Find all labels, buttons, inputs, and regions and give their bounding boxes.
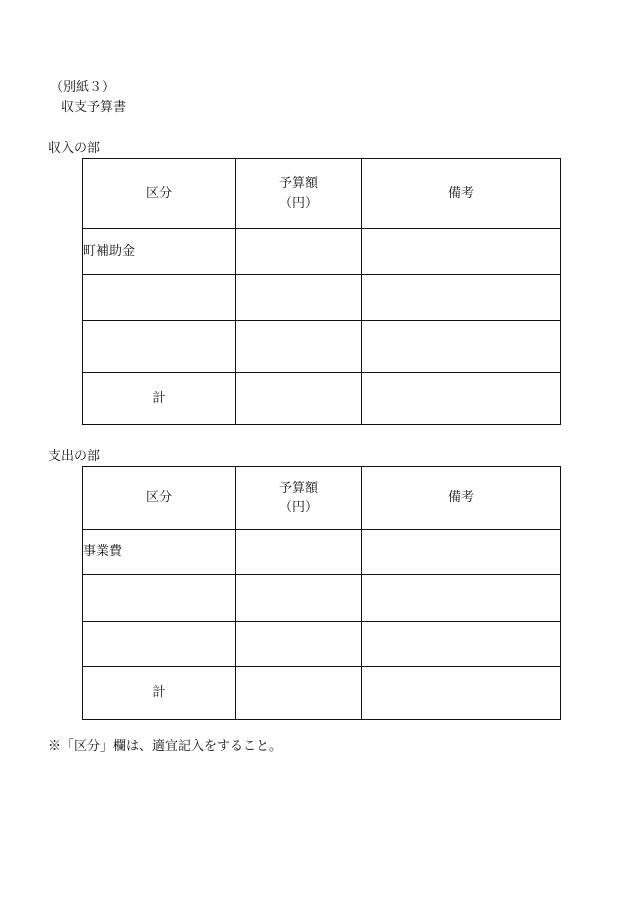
income-table — [82, 158, 561, 425]
amount-header — [236, 159, 362, 229]
remarks-cell[interactable] — [362, 575, 561, 622]
amount-cell[interactable] — [236, 275, 362, 321]
category-cell[interactable] — [83, 275, 236, 321]
amount-cell[interactable] — [236, 622, 362, 667]
remarks-cell[interactable] — [362, 530, 561, 575]
table-row — [83, 530, 561, 575]
total-remarks-cell[interactable] — [362, 373, 561, 425]
amount-header-line1: 予算額 — [278, 176, 318, 191]
amount-header — [236, 467, 362, 530]
table-row — [83, 229, 561, 275]
expense-section-title: 支出の部 — [48, 449, 101, 464]
amount-cell[interactable] — [236, 575, 362, 622]
category-cell[interactable] — [83, 575, 236, 622]
table-row — [83, 622, 561, 667]
total-label: 計 — [83, 667, 236, 720]
category-header: 区分 — [83, 159, 236, 229]
remarks-cell[interactable] — [362, 229, 561, 275]
remarks-cell[interactable] — [362, 275, 561, 321]
remarks-header: 備考 — [362, 467, 561, 530]
attachment-label: （別紙３） — [50, 80, 116, 95]
total-amount-cell[interactable] — [236, 373, 362, 425]
category-cell[interactable] — [83, 321, 236, 373]
document-title: 収支予算書 — [61, 100, 127, 115]
footnote: ※「区分」欄は、適宜記入をすること。 — [48, 739, 283, 754]
category-cell[interactable]: 町補助金 — [83, 229, 236, 275]
total-remarks-cell[interactable] — [362, 667, 561, 720]
amount-header-line2: （円） — [278, 500, 318, 515]
category-cell[interactable]: 事業費 — [83, 530, 236, 575]
expense-table — [82, 466, 561, 720]
total-row — [83, 373, 561, 425]
table-header-row — [83, 159, 561, 229]
remarks-header: 備考 — [362, 159, 561, 229]
remarks-cell[interactable] — [362, 622, 561, 667]
total-amount-cell[interactable] — [236, 667, 362, 720]
amount-header-line1: 予算額 — [278, 480, 318, 496]
income-section-title: 収入の部 — [48, 141, 101, 156]
amount-cell[interactable] — [236, 229, 362, 275]
amount-cell[interactable] — [236, 321, 362, 373]
table-header-row — [83, 467, 561, 530]
total-label: 計 — [83, 373, 236, 425]
category-header: 区分 — [83, 467, 236, 530]
total-row — [83, 667, 561, 720]
amount-header-line2: （円） — [278, 195, 318, 211]
table-row — [83, 575, 561, 622]
category-cell[interactable] — [83, 622, 236, 667]
remarks-cell[interactable] — [362, 321, 561, 373]
amount-cell[interactable] — [236, 530, 362, 575]
table-row — [83, 275, 561, 321]
table-row — [83, 321, 561, 373]
